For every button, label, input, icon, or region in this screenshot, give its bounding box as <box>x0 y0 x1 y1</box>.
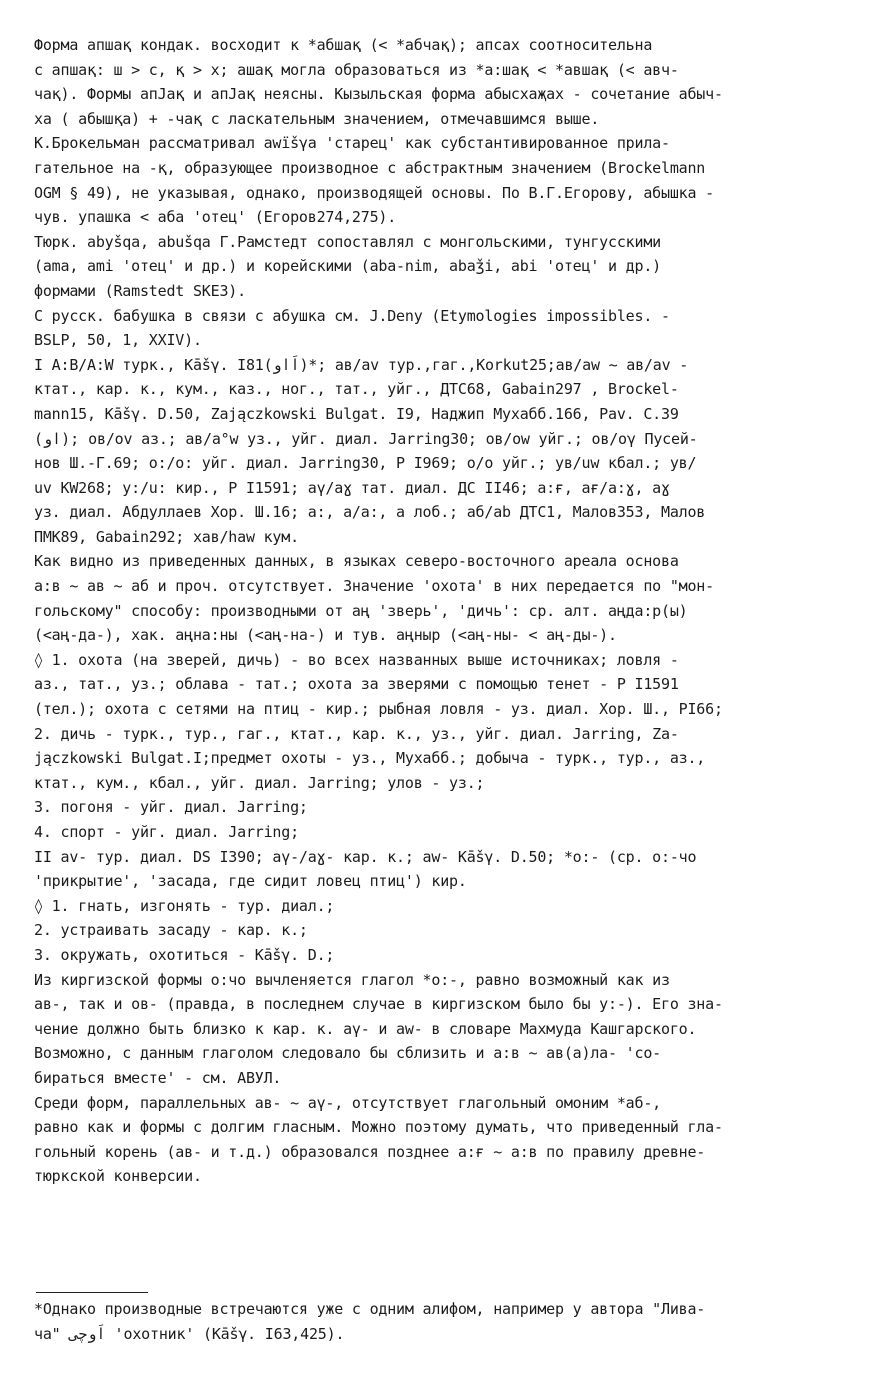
text-line: 2. дичь - турк., тур., гаг., ктат., кар. к., уз., уйг. диал. Jarring, Za- <box>34 724 679 743</box>
text-line: ха ( абышқа) + -чақ с ласкательным значением, отмечавшимся выше. <box>34 109 600 128</box>
footnote-line: *Однако производные встречаются уже с одним алифом, например у автора "Лива- <box>34 1300 706 1318</box>
text-line: OGM § 49), не указывая, однако, производящей основы. По В.Г.Егорову, абышка - <box>34 183 714 202</box>
text-line: 4. спорт - уйг. диал. Jarring; <box>34 823 299 841</box>
text-line: гательное на -қ, образующее производное с абстрактным значением (Brockelmann <box>34 158 706 177</box>
footnote-divider <box>36 1292 148 1293</box>
text-line: uv KW268; у:/u: кир., Р I1591; аү/аɣ тат. диал. ДС II46; а:ғ, ағ/а:ɣ, аɣ <box>34 478 670 497</box>
text-line: С русск. бабушка в связи с абушка см. J.Deny (Etymologies impossibles. - <box>34 306 670 325</box>
text-line: Форма апшақ кондак. восходит к *абшақ (< *абчақ); апсах соотносительна <box>34 36 653 54</box>
text-line: ав-, так и ов- (правда, в последнем случае в киргизском было бы у:-). Его зна- <box>34 995 723 1014</box>
text-line: аз., тат., уз.; облава - тат.; охота за зверями с помощью тенет - Р I1591 <box>34 675 679 694</box>
text-line: чақ). Формы апJақ и апJақ неясны. Кызыльская форма абысхаҗах - сочетание абыч- <box>34 85 723 104</box>
text-line: бираться вместе' - см. АВУЛ. <box>34 1068 282 1087</box>
text-line: Тюрк. abyšqa, abušqa Г.Рамстедт сопоставлял с монгольскими, тунгусскими <box>34 232 661 251</box>
text-line: нов Ш.-Г.69; о:/о: уйг. диал. Jarring30, Р I969; о/о уйг.; ув/uw кбал.; ув/ <box>34 454 697 473</box>
text-line: чение должно быть близко к кар. к. аү- и aw- в словаре Махмуда Кашгарского. <box>34 1019 697 1038</box>
text-line: (тел.); охота с сетями на птиц - кир.; рыбная ловля - уз. диал. Хор. Ш., РI66; <box>34 700 723 719</box>
footnote-line: ча" اَوچی 'охотник' (Kāšγ. I63,425). <box>34 1324 345 1343</box>
text-line: jączkowski Bulgat.I;предмет охоты - уз., Мухабб.; добыча - турк., тур., аз., <box>34 749 706 768</box>
text-line: BSLP, 50, 1, XXIV). <box>34 331 202 350</box>
text-line: II av- тур. диал. DS I390; аү-/аɣ- кар. к.; aw- Kāšγ. D.50; *о:- (ср. о:-чо <box>34 847 697 866</box>
text-line: гольскому" способу: производными от аң 'зверь', 'дичь': ср. алт. аңда:р(ы) <box>34 601 688 620</box>
footnote <box>34 1297 870 1346</box>
text-line: а:в ~ ав ~ аб и проч. отсутствует. Значение 'охота' в них передается по "мон- <box>34 577 714 596</box>
text-line: К.Брокельман рассматривал awïšγa 'старец' как субстантивированное прила- <box>34 134 670 153</box>
text-line: чув. упашка < аба 'отец' (Егоров274,275). <box>34 208 397 227</box>
text-line: ПМК89, Gabain292; хав/haw кум. <box>34 527 299 546</box>
text-line: равно как и формы с долгим гласным. Можно поэтому думать, что приведенный гла- <box>34 1118 723 1137</box>
text-line: 'прикрытие', 'засада, где сидит ловец птиц') кир. <box>34 872 467 891</box>
text-line: тюркской конверсии. <box>34 1167 202 1186</box>
text-line: 3. погоня - уйг. диал. Jarring; <box>34 798 308 817</box>
text-line: гольный корень (ав- и т.д.) образовался позднее а:ғ ~ а:в по правилу древне- <box>34 1142 706 1161</box>
text-line: Из киргизской формы о:чо вычленяется глагол *о:-, равно возможный как из <box>34 970 670 989</box>
text-line: уз. диал. Абдуллаев Хор. Ш.16; а:, а/а:, а лоб.; аб/ab ДТС1, Малов353, Малов <box>34 503 706 522</box>
text-line: формами (Ramstedt SKE3). <box>34 281 246 300</box>
text-line: Как видно из приведенных данных, в языках северо-восточного ареала основа <box>34 552 679 571</box>
text-line: (او); ов/ov аз.; ав/a°w уз., уйг. диал. Jarring30; ов/ow уйг.; ов/oγ Пусей- <box>34 429 698 448</box>
text-line: I А:В/А:W турк., Kāšγ. I81(اَاو)*; ав/av тур.,гаг.,Korkut25;ав/aw ~ ав/av - <box>34 355 689 374</box>
text-line: ◊ 1. охота (на зверей, дичь) - во всех названных выше источниках; ловля - <box>34 650 679 669</box>
text-line: (<аң-да-), хак. аңна:ны (<аң-на-) и тув. аңныр (<аң-ны- < аң-ды-). <box>34 626 617 645</box>
text-line: Среди форм, параллельных ав- ~ аү-, отсутствует глагольный омоним *аб-, <box>34 1093 661 1112</box>
text-line: mann15, Kāšγ. D.50, Zajączkowski Bulgat. I9, Наджип Мухабб.166, Pav. C.39 <box>34 404 679 423</box>
text-line: (ama, ami 'отец' и др.) и корейскими (aba-nim, abaǯi, abi 'отец' и др.) <box>34 257 661 276</box>
main-text <box>34 33 870 1189</box>
text-line: 2. устраивать засаду - кар. к.; <box>34 921 308 940</box>
text-line: Возможно, с данным глаголом следовало бы сблизить и а:в ~ ав(а)ла- 'со- <box>34 1044 661 1063</box>
text-line: ктат., кум., кбал., уйг. диал. Jarring; улов - уз.; <box>34 773 485 792</box>
text-line: с апшақ: ш > с, қ > х; ашақ могла образоваться из *а:шақ < *авшақ (< авч- <box>34 60 679 79</box>
text-line: ◊ 1. гнать, изгонять - тур. диал.; <box>34 896 335 915</box>
text-line: ктат., кар. к., кум., каз., ног., тат., уйг., ДТС68, Gabain297 , Brockel- <box>34 380 679 399</box>
text-line: 3. окружать, охотиться - Kāšγ. D.; <box>34 945 335 964</box>
